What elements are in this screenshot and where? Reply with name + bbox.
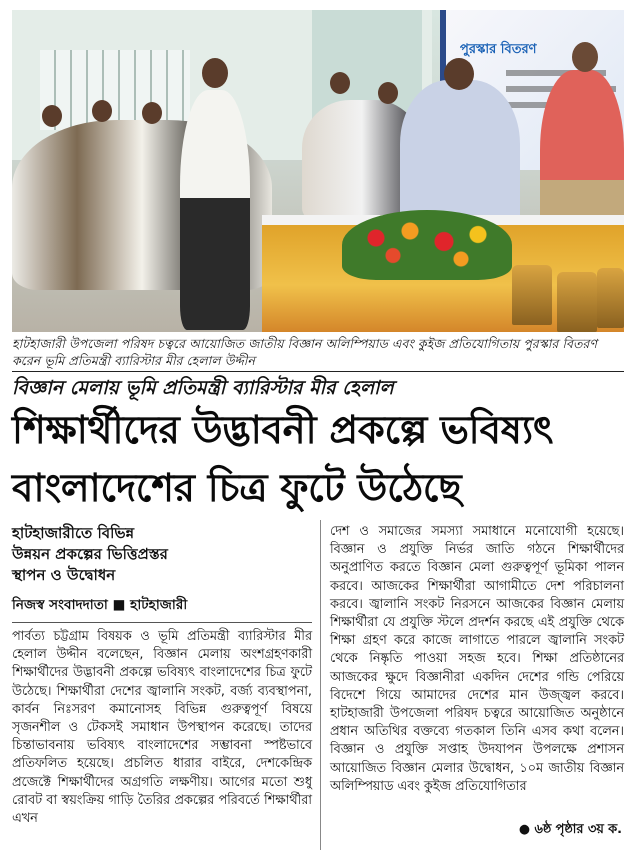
person-head — [572, 42, 598, 72]
trophy-icon — [557, 272, 597, 332]
divider — [12, 371, 624, 372]
person-head — [42, 105, 62, 127]
article-body-left: পার্বত্য চট্টগ্রাম বিষয়ক ও ভূমি প্রতিমন্ত্রী ব্যারিস্টার মীর হেলাল উদ্দীন বলেছেন, বিজ্ঞান মেলায় অংশগ্রহণকারী শিক্ষার্থীদের উদ্ভাবনী প্রকল্পে ভবিষ্যৎ বাংলাদেশের চিত্র ফুটে উঠেছে। শিক্ষার্থীরা দেশের জ্বালানি সংকট, বর্জ্য ব্যবস্থাপনা, কার্বন নিঃসরণ কমানোসহ বিভিন্ন গুরুত্বপূর্ণ বিষয়ে সৃজনশীল ও টেকসই সমাধান উপস্থাপন করেছে। তাদের চিন্তাভাবনায় ভবিষ্যৎ বাংলাদেশের সম্ভাবনা স্পষ্টভাবে প্রতিফলিত হয়েছে। প্রচলিত ধারার বাইরে, দেশকেন্দ্রিক প্রজেক্টে শিক্ষার্থীদের অগ্রগতি লক্ষণীয়। আগের মতো শুধু রোবট বা স্বয়ংক্রিয় গাড়ি তৈরির প্রকল্পের পরিবর্তে শিক্ষার্থীরা এখন — [12, 629, 312, 827]
trophy-icon — [512, 265, 552, 325]
banner-title: পুরস্কার বিতরণ — [460, 42, 537, 57]
continuation-note: ● ৬ষ্ঠ পৃষ্ঠার ৩য় ক. — [518, 822, 622, 837]
flower-bouquet — [342, 210, 512, 280]
headline-line-2: বাংলাদেশের চিত্র ফুটে উঠেছে — [12, 466, 462, 511]
article-body-right: দেশ ও সমাজের সমস্যা সমাধানে মনোযোগী হয়েছে। বিজ্ঞান ও প্রযুক্তি নির্ভর জাতি গঠনে শিক্ষার্থীদের অনুপ্রাণিত করতে বিজ্ঞান মেলা গুরুত্বপূর্ণ ভূমিকা পালন করবে। আজকের শিক্ষার্থীরা আগামীতে দেশ পরিচালনা করবে। জ্বালানি সংকট নিরসনে আজকের বিজ্ঞান মেলায় শিক্ষার্থীরা যে প্রযুক্তি স্টলে প্রদর্শন করছে এই প্রযুক্তি থেকে শিক্ষা গ্রহণ করে কাজে লাগাতে পারলে জ্বালানি সংকট থেকে নিষ্কৃতি পাওয়া সহজ হবে। শিক্ষা প্রতিষ্ঠানের আজকের ক্ষুদে বিজ্ঞানীরা একদিন দেশের গন্ডি পেরিয়ে বিদেশে গিয়ে আমাদের দেশের মান উজ্জ্বল করবে। হাটহাজারী উপজেলা পরিষদ চত্বরে আয়োজিত অনুষ্ঠানে প্রধান অতিথির বক্তব্যে গতকাল তিনি এসব কথা বলেন। বিজ্ঞান ও প্রযুক্তি সপ্তাহ উদযাপন উপলক্ষে প্রশাসন আয়োজিত বিজ্ঞান মেলার উদ্বোধন, ১০ম জাতীয় বিজ্ঞান অলিম্পিয়াড এবং কুইজ প্রতিযোগিতার — [330, 524, 624, 794]
person-head — [92, 100, 112, 122]
photo-window — [40, 50, 190, 130]
person-head — [142, 102, 162, 124]
divider — [12, 622, 312, 623]
headline — [12, 402, 624, 518]
person-head — [330, 72, 350, 94]
student-figure — [180, 90, 250, 330]
headline-line-1: শিক্ষার্থীদের উদ্ভাবনী প্রকল্পে ভবিষ্যৎ — [12, 408, 554, 453]
side-story-title-2: উন্নয়ন প্রকল্পের ভিত্তিপ্রস্তর — [12, 545, 168, 563]
news-photo — [12, 10, 624, 332]
side-story-title-1: হাটহাজারীতে বিভিন্ন — [12, 524, 135, 542]
kicker: বিজ্ঞান মেলায় ভূমি প্রতিমন্ত্রী ব্যারিস্টার মীর হেলাল — [12, 377, 394, 399]
column-divider — [320, 520, 321, 850]
minister-head — [444, 58, 474, 90]
person-head — [378, 82, 398, 104]
photo-caption: হাটহাজারী উপজেলা পরিষদ চত্বরে আয়োজিত জাতীয় বিজ্ঞান অলিম্পিয়াড এবং কুইজ প্রতিযোগিতায় পুরস্কার বিতরণ করেন ভূমি প্রতিমন্ত্রী ব্যারিস্টার মীর হেলাল উদ্দীন — [12, 336, 597, 368]
byline: নিজস্ব সংবাদদাতা ■ হাটহাজারী — [12, 597, 188, 613]
side-story — [12, 523, 312, 617]
trophy-icon — [597, 268, 624, 328]
side-story-title-3: স্থাপন ও উদ্বোধন — [12, 566, 116, 584]
student-head — [202, 58, 228, 88]
